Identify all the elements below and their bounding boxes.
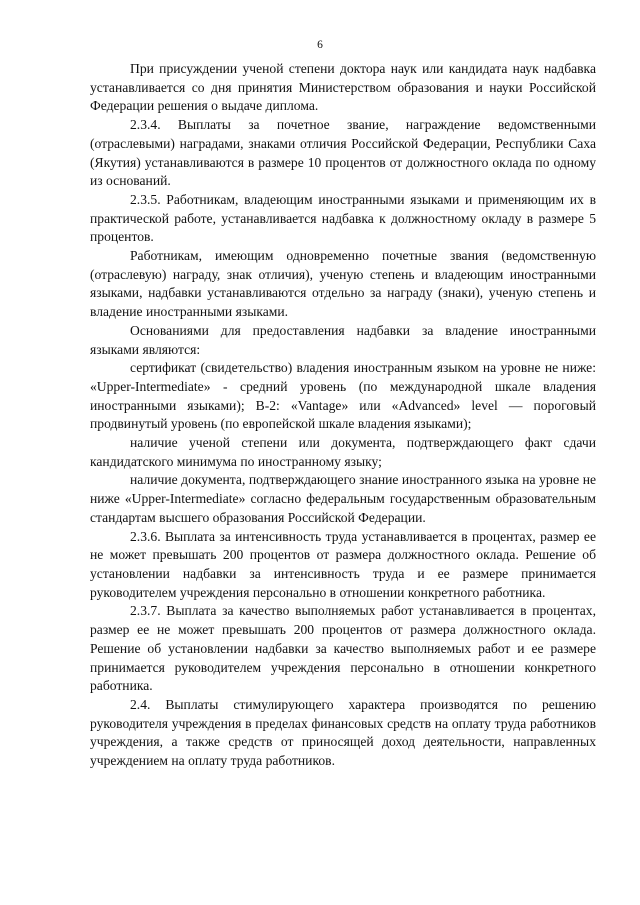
page-number: 6 — [317, 39, 323, 51]
paragraph-2-3-7: 2.3.7. Выплата за качество выполняемых работ устанавливается в процентах, размер ее не может превышать 200 процентов от размера должностного оклада. Решение об установлении надбавки за качество выполняемых работ и ее размере принимается руководителем учреждения персонально в отношении конкретного работника. — [90, 603, 596, 694]
paragraph-certificate: сертификат (свидетельство) владения иностранным языком на уровне не ниже: «Upper-Intermediate» - средний уровень (по международной шкале владения иностранными языками); B-2: «Vantage» или «Advanced» level — пороговый продвинутый уровень (по европейской шкале владения языками); — [90, 360, 596, 432]
paragraph-degree-date: При присуждении ученой степени доктора наук или кандидата наук надбавка устанавливается со дня принятия Министерством образования и науки Российской Федерации решения о выдаче диплома. — [90, 61, 596, 114]
paragraph-combined-allowances: Работникам, имеющим одновременно почетные звания (ведомственную (отраслевую) награду, знак отличия), ученую степень и владеющим иностранными языками, надбавки устанавливаются отдельно за награду (знаки), ученую степень и владение иностранными языками. — [90, 248, 596, 320]
paragraph-language-grounds: Основаниями для предоставления надбавки за владение иностранными языками являются: — [90, 322, 596, 357]
paragraph-candidate-minimum: наличие ученой степени или документа, подтверждающего факт сдачи кандидатского минимума по иностранному языку; — [90, 435, 596, 469]
document-body — [90, 60, 596, 771]
paragraph-2-4: 2.4. Выплаты стимулирующего характера производятся по решению руководителя учреждения в пределах финансовых средств на оплату труда работников учреждения, а также средств от приносящей доход деятельности, направленных учреждением на оплату труда работников. — [90, 696, 596, 769]
paragraph-language-document: наличие документа, подтверждающего знание иностранного языка на уровне не ниже «Upper-Intermediate» согласно федеральным государственным образовательным стандартам высшего образования Российской Федерации. — [90, 472, 596, 525]
paragraph-2-3-5: 2.3.5. Работникам, владеющим иностранными языками и применяющим их в практической работе, устанавливается надбавка к должностному окладу в размере 5 процентов. — [90, 191, 596, 245]
paragraph-2-3-4: 2.3.4. Выплаты за почетное звание, награждение ведомственными (отраслевыми) наградами, знаками отличия Российской Федерации, Республики Саха (Якутия) устанавливаются в размере 10 процентов от должностного оклада по одному из оснований. — [90, 117, 596, 189]
paragraph-2-3-6: 2.3.6. Выплата за интенсивность труда устанавливается в процентах, размер ее не может превышать 200 процентов от размера должностного оклада. Решение об установлении надбавки за интенсивность труда и ее размере принимается руководителем учреждения персонально в отношении конкретного работника. — [90, 528, 596, 600]
